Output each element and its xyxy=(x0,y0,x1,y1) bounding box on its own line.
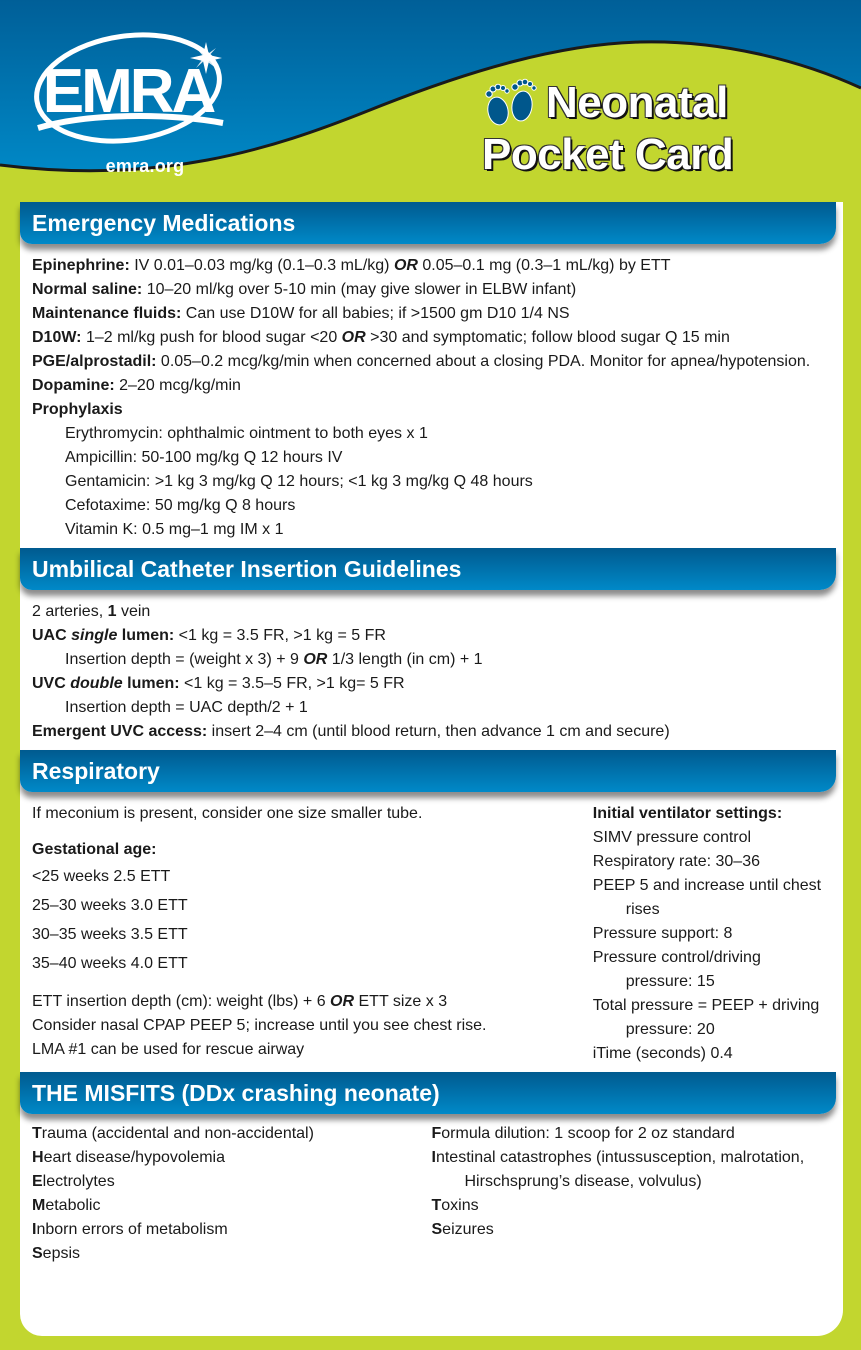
vent-item: iTime (seconds) 0.4 xyxy=(592,1045,733,1062)
misfits-item: Inborn errors of metabolism xyxy=(32,1221,228,1238)
vent-item: Pressure control/driving pressure: 15 xyxy=(592,949,761,990)
section-header-respiratory: Respiratory xyxy=(20,750,836,792)
gest-item: 25–30 weeks 3.0 ETT xyxy=(32,897,188,914)
prophylaxis-label: Prophylaxis xyxy=(32,401,123,418)
uac-depth: Insertion depth = (weight x 3) + 9 OR 1/3 length (in cm) + 1 xyxy=(65,651,483,668)
gestational-age-label: Gestational age: xyxy=(32,841,157,858)
meconium-note: If meconium is present, consider one size smaller tube. xyxy=(32,805,423,822)
emra-logo xyxy=(28,18,228,176)
med-dopamine: Dopamine: 2–20 mcg/kg/min xyxy=(32,377,241,394)
section-respiratory xyxy=(20,792,843,1072)
svg-text:EMRA: EMRA xyxy=(42,57,214,126)
prophylaxis-item: Gentamicin: >1 kg 3 mg/kg Q 12 hours; <1 kg 3 mg/kg Q 48 hours xyxy=(65,473,533,490)
misfits-item: Trauma (accidental and non-accidental) xyxy=(32,1125,314,1142)
section-umbilical xyxy=(20,590,843,750)
med-pge: PGE/alprostadil: 0.05–0.2 mcg/kg/min when concerned about a closing PDA. Monitor for apnea/hypotension. xyxy=(32,353,811,370)
baby-feet-icon xyxy=(482,78,540,128)
misfits-left-column xyxy=(32,1122,432,1266)
uvc-line: UVC double lumen: <1 kg = 3.5–5 FR, >1 kg= 5 FR xyxy=(32,675,405,692)
misfits-item: Electrolytes xyxy=(32,1173,115,1190)
title-line-1: Neonatal xyxy=(546,78,728,127)
prophylaxis-item: Cefotaxime: 50 mg/kg Q 8 hours xyxy=(65,497,296,514)
misfits-item: Sepsis xyxy=(32,1245,81,1262)
vessels-line: 2 arteries, 1 vein xyxy=(32,603,151,620)
logo-url: emra.org xyxy=(105,156,185,176)
lma-note: LMA #1 can be used for rescue airway xyxy=(32,1041,305,1058)
page-title xyxy=(482,78,842,178)
section-emergency-medications xyxy=(20,244,843,548)
vent-label: Initial ventilator settings: xyxy=(592,805,783,822)
uac-line: UAC single lumen: <1 kg = 3.5 FR, >1 kg = 5 FR xyxy=(32,627,386,644)
gest-item: <25 weeks 2.5 ETT xyxy=(32,868,171,885)
prophylaxis-item: Ampicillin: 50-100 mg/kg Q 12 hours IV xyxy=(65,449,343,466)
section-header-misfits: THE MISFITS (DDx crashing neonate) xyxy=(20,1072,836,1114)
med-epinephrine: Epinephrine: IV 0.01–0.03 mg/kg (0.1–0.3 mL/kg) OR 0.05–0.1 mg (0.3–1 mL/kg) by ETT xyxy=(32,257,671,274)
med-maintenance-fluids: Maintenance fluids: Can use D10W for all babies; if >1500 gm D10 1/4 NS xyxy=(32,305,570,322)
respiratory-left-column xyxy=(32,802,593,1066)
misfits-item: Intestinal catastrophes (intussusception, malrotation, Hirschsprung’s disease, volvulus) xyxy=(431,1149,805,1190)
vent-item: Respiratory rate: 30–36 xyxy=(592,853,760,870)
content-panel xyxy=(20,202,843,1336)
misfits-right-column xyxy=(432,1122,832,1266)
gest-item: 35–40 weeks 4.0 ETT xyxy=(32,955,188,972)
misfits-item: Seizures xyxy=(431,1221,494,1238)
vent-item: Total pressure = PEEP + driving pressure: 20 xyxy=(592,997,820,1038)
vent-item: Pressure support: 8 xyxy=(592,925,733,942)
misfits-item: Metabolic xyxy=(32,1197,101,1214)
med-d10w: D10W: 1–2 ml/kg push for blood sugar <20 OR >30 and symptomatic; follow blood sugar Q 15 min xyxy=(32,329,730,346)
med-normal-saline: Normal saline: 10–20 ml/kg over 5-10 min (may give slower in ELBW infant) xyxy=(32,281,577,298)
ventilator-settings xyxy=(593,802,831,1066)
section-misfits xyxy=(20,1114,843,1272)
misfits-item: Formula dilution: 1 scoop for 2 oz standard xyxy=(431,1125,735,1142)
vent-item: SIMV pressure control xyxy=(592,829,752,846)
uvc-depth: Insertion depth = UAC depth/2 + 1 xyxy=(65,699,308,716)
title-line-2: Pocket Card xyxy=(482,130,734,179)
logo-swoosh-icon xyxy=(28,18,228,158)
section-header-emergency-medications: Emergency Medications xyxy=(20,202,836,244)
prophylaxis-item: Erythromycin: ophthalmic ointment to both eyes x 1 xyxy=(65,425,428,442)
ett-depth: ETT insertion depth (cm): weight (lbs) + 6 OR ETT size x 3 xyxy=(32,993,448,1010)
gest-item: 30–35 weeks 3.5 ETT xyxy=(32,926,188,943)
vent-item: PEEP 5 and increase until chest rises xyxy=(592,877,822,918)
misfits-item: Toxins xyxy=(431,1197,479,1214)
emergent-uvc: Emergent UVC access: insert 2–4 cm (until blood return, then advance 1 cm and secure) xyxy=(32,723,670,740)
prophylaxis-item: Vitamin K: 0.5 mg–1 mg IM x 1 xyxy=(65,521,284,538)
misfits-item: Heart disease/hypovolemia xyxy=(32,1149,225,1166)
section-header-umbilical: Umbilical Catheter Insertion Guidelines xyxy=(20,548,836,590)
cpap-note: Consider nasal CPAP PEEP 5; increase until you see chest rise. xyxy=(32,1017,487,1034)
